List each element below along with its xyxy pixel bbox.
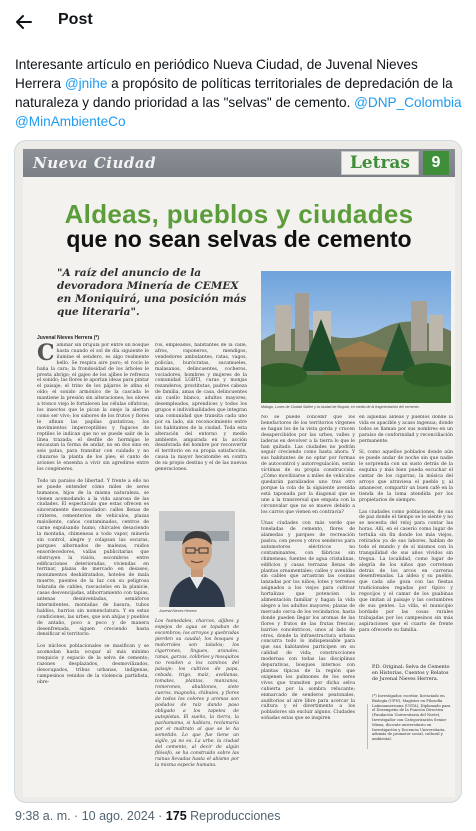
mention-dnp-colombia[interactable]: @DNP_Colombia xyxy=(354,95,462,110)
article-signature: P.D. Original: Selva de Cemento en Historias, Cuentos y Relatos de Juvenal Nieves Herrera. xyxy=(372,665,450,682)
mention-jnihe[interactable]: @jnihe xyxy=(64,76,108,91)
back-arrow-icon[interactable] xyxy=(12,10,36,34)
mention-minambienteco[interactable]: @MinAmbienteCo xyxy=(15,114,126,129)
author-photo-illustration xyxy=(159,511,235,607)
back-arrow-svg xyxy=(14,12,34,32)
article-column-4 xyxy=(359,415,453,663)
col3-paragraph: No se puede concebir que los benefactores de los territorios vírgenes se hagan los de la vista gorda y crucen desapercibidos por las urbes, valles y laderas en devolver a la tierra lo que le han quitado. Las ciudades no podrán seguir creciendo como hasta ahora. Y sus habitantes de no optar por formas de autocontrol y autorregulación, serán víctimas de su propia construcción. ¿Cómo movilizarse a miles de vehículos quedarán paralizados uno tras otro porque la cola de la siguiente avenida está taponada por la diagonal que se une a la transversal que empata con la circunvalar que no se mueve debido a los carros que vienen en contravía? Unas ciudades con más verde que toneladas de cemento, flores de alamedas y parques de recreación pasiva, con peces y otros senderos para automotores eléctricos no contaminantes, con fábricas sin chimeneas, fuentes de agua cristalinas, edificios y casas terrazas llenas de plantas ornamentales; calles y avenidas sin cables que arrastran las cosmas lanzadas por los niños; lotes y terrenos asignados a los viejos para cultivar hortalizas que potencien la alimentación familiar y hagan la vida alegre a los adultos mayores; plazas de mercado cerca de los vecindarios, hasta donde pueden llegar los aromas de las flores y frutos de las frutas frescas; barrios concéntricos, unos al lado de otros, donde la infraestructura urbana concurra todo lo indispensable para que sus habitantes participen en su calidad de vida; construcciones modernas con todas las disciplinas depurativas, bosques internos con plantas típicas de la región que oxigenen los pulmones de los seres vivos que transiten por dicha selva cubierta por la sombra relucante; enmarcado de senderos peatonales, auditorios al aire libre para acercar la cultura y el divertimento a los pobladores sin excluir alguno. Ciudades soñadas estas que se inspiren xyxy=(261,415,355,722)
pull-quote: Los humedales, charcos, aljibes y espejos de agua se tapaban de escombros; los arroyos y quebradas pierden su caudal; los bosques y matorrales son talados; los cigarrones, lingues, aranales, ranas, garzas, colibríes y mosquitos no residen a los caminos del paisaje; los cultivos de papa, cebada, trigo, maíz, avellanas, tomates, plantas, manzanos, romerones, abulitones, siete cueros, magnolia, chibutes, y flores de todos los colores y aromas son podados de raíz dando paso obligado a los tapetes de autopistas. El sueño, la tierra, la pachamama, si hablara, reclamaría por el maltrato al que se le ha sometido. Lo que fue tiene un sigilo, ya no es. La urbe, la ciudad del cemento, al decir de algún filósofo, se ha construido sobre las ruinas llevadas hasta el abismo por la misma especie humana. xyxy=(155,619,239,768)
city-photo-illustration xyxy=(261,271,451,403)
drop-cap: C xyxy=(37,343,55,366)
masthead-band xyxy=(23,149,455,177)
newspaper-page xyxy=(23,149,455,797)
post-meta xyxy=(15,809,280,823)
bio-divider xyxy=(367,704,368,749)
section-label: Letras xyxy=(341,151,419,175)
newspaper-masthead: Nueva Ciudad xyxy=(33,154,157,172)
city-photo-caption: Málaga, Lunes de Ciudad Salitre y la ciudad de Bogotá, en medio de la fragmentación del cemento. xyxy=(261,405,420,409)
col2-paragraph: ros, empleados, habitantes de la calle, afros, raponeros, mendigos, vendedores ambulantes, ratas, vagos, policías, burócratas, sacamueles, malasanos, delincuentes, cocheros, vociadores, hombres y mujeres de la comunidad LGBTI, curas y monjas rezanderos, prostitutas, padres cabeza de familia, amas de casa, delincuentes sin cuello blanco, adultos mayores, desempleados, aprendices y todos los grupos e individualidades que integran una comunidad que transita cada uno por su lado, sin reconocimiento entre los habitantes de la ciudad. Toda esta alteración del entorno y medio ambiente, amparada en la acción desaforada del hombre por reconvertir el territorio en su propia satisfacción, causa la mayor hecatombe en contra de su propio destino y el de las nuevas generaciones. xyxy=(155,343,247,473)
tweet-text-part-2: a propósito de políticas territoriales de depredación de la naturaleza y dando prioridad a las "selvas" de cemento. xyxy=(15,76,453,110)
col4-paragraph: en aquellas aldeas y pueblos donde la vida es apacible y acaso ingenua; donde todos se llaman por sus nombres en un paraíso de conformidad y reconciliación permanente. Sí, como aquellos poblados donde aún se puede andar de noche sin que nadie le sorprenda con un susto detrás de la esquina y más bien pueda escuchar el cantar de los cigarras, la música del arroyo que atraviesa el pueblo y, al amanecer, compartir un buen café en la tienda de la loma atendida por los propietarios de siempre. Las ciudades como poblaciones, de sus de paz donde el tiempo se le siente y no se necesita del reloj para contar las horas. Allí, en el caserío como lugar de tertulia sin fin donde los más viejos, retirados ya de sus labores, hablan de todo el mundo y de sí mismos con la tranquilidad de sus años vividos sin tregua. La localidad, como lugar de alegría de los niños que corretean detrás de los arcos en carreras desenfrenadas. La aldea y su pueblo, que cada año goza con las fiestas tradicionales regadas por típico y regocijos y el camar de los guabinas que imitan al paisaje y las costumbres de sus gentes. La villa, el municipio bordado por las cosas rurales trabajadas por los campesinos sin más aspiraciones que el cuarto de frente para ofrecerle su familia. xyxy=(359,415,453,633)
views-label: Reproducciones xyxy=(186,809,281,823)
top-bar xyxy=(0,0,476,44)
col1-paragraph-b: Todo un paraíso de libertad. Y frente a ello no se puede entender cómo miles de seres humanos, hijos de la misma naturaleza, se vienen acomodando a la vida azarosa de las ciudades. El espectáculo que estas ofrecen es sinceramente desconsolador: calles llenas de cráteres, cementerios de vehículos, plazas maloliente, caños contaminados, centros de carne expulsando humo, chircales desaciendo la montaña, chimeneas a todo vapor, minería sin control, alegre y colapsan las oscuras, parques albornados de malezas, ruidos ensordecedores, vallas publicitarias que obstruyen la visión, escombros entre edificaciones deterioradas, viviendas en terrinar, plazas de mercado en desaseo, monumentos deshidratados, hoteles de mala muerte, puentes de la luz con su peligrosa telaraña de cables, rascacielos en la planicie, casas desvencijadas, atiborramiento con tapias, antenas desnivenladas, semáforos intermitentes, montañas de basura, tubos baldíos, barrios sin nomenclatura. Y en estas condiciones, las urbes, que son ahijas y pueblos de antaño, poco a poco y de manera desenfrenada, siguen creciendo hasta densificar el territorio. xyxy=(37,478,149,638)
col1-paragraph-a: aminar sin brújula por entre un bosque hasta cuando el sol de día siguiente le ilumine el sendero, es algo realmente bello. Se respira aire puro; el rocío le baña la cara; la frondosidad de los árboles le presta abrigo; el gajeo de los ajíbes le refresca el sonido; las flores le aportan ideas para pintar el paisaje; el trino de los pájaros le afina el oído; el sonido armónico de la cascada le mantiene la presión sin alteraciones; los olores a tronco viejo le fortalecen las células olfativas; los insectos que le pican la onejo la alertan como ser vivo; los sabores de los frutos y flores le afinan las papilas gustativas; los movimientos imperceptibles y fugaces de reptiles le indican que no se puede salir de la línea trazada; el desfile de hormigas le encauzan la forma de andar, no en dos sino en seis patas, para transitar con cuidado y no chuzarse la planta de los pies; el canto de aviones le ensenha a vivir sin agredirse entre los congéneres. xyxy=(37,343,149,473)
article-deck: "A raíz del anuncio de la devoradora Minería de CEMEX en Moniquirá, una posición más que literaria". xyxy=(57,267,247,318)
tweet-text xyxy=(15,55,467,131)
headline-line-2: que no sean selvas de cemento xyxy=(66,226,412,252)
author-photo-caption: Juvenal Nieves Herrera xyxy=(159,609,197,613)
city-photo xyxy=(261,271,451,403)
article-column-3 xyxy=(261,415,355,797)
page-title: Post xyxy=(58,11,93,28)
author-bio: (*) Investigador, escritor, licenciado en Biología (UPN), Magíster en Filosofía Latinoamericana (USTA), Diplomado para el Desempeño de la Función Directiva (Fundación Universitaria del Norte), Investigador con Categorización Senior Miexa, docente universitario en Investigación y Docencia Universitaria, además de promotor social, cultural y ambiental. xyxy=(372,694,451,742)
page-number: 9 xyxy=(423,151,449,175)
tweet-text-part-1: Interesante artículo en periódico Nueva Ciudad, de Juvenal Nieves Herrera xyxy=(15,57,418,91)
post-timestamp[interactable]: 9:38 a. m. · 10 ago. 2024 · xyxy=(15,809,166,823)
headline-line-1: Aldeas, pueblos y ciudades xyxy=(64,199,414,229)
tweet-media-image[interactable] xyxy=(14,140,462,803)
views-count: 175 xyxy=(165,809,187,823)
author-photo xyxy=(159,511,235,607)
article-column-1 xyxy=(37,343,149,797)
article-column-2 xyxy=(155,343,247,507)
article-byline: Juvenal Nieves Herrera (*) xyxy=(37,335,99,341)
col1-paragraph-c: Los núcleos poblacionales se masifican y se acomodan hasta ocupar al más mínimo resquicio y espacio de la selva de cemento; razones desplazados, desmovilizados, desocupados, tribus urbanas, indígenas, campesinos venidos de la violencia partidista, obre- xyxy=(37,644,149,685)
